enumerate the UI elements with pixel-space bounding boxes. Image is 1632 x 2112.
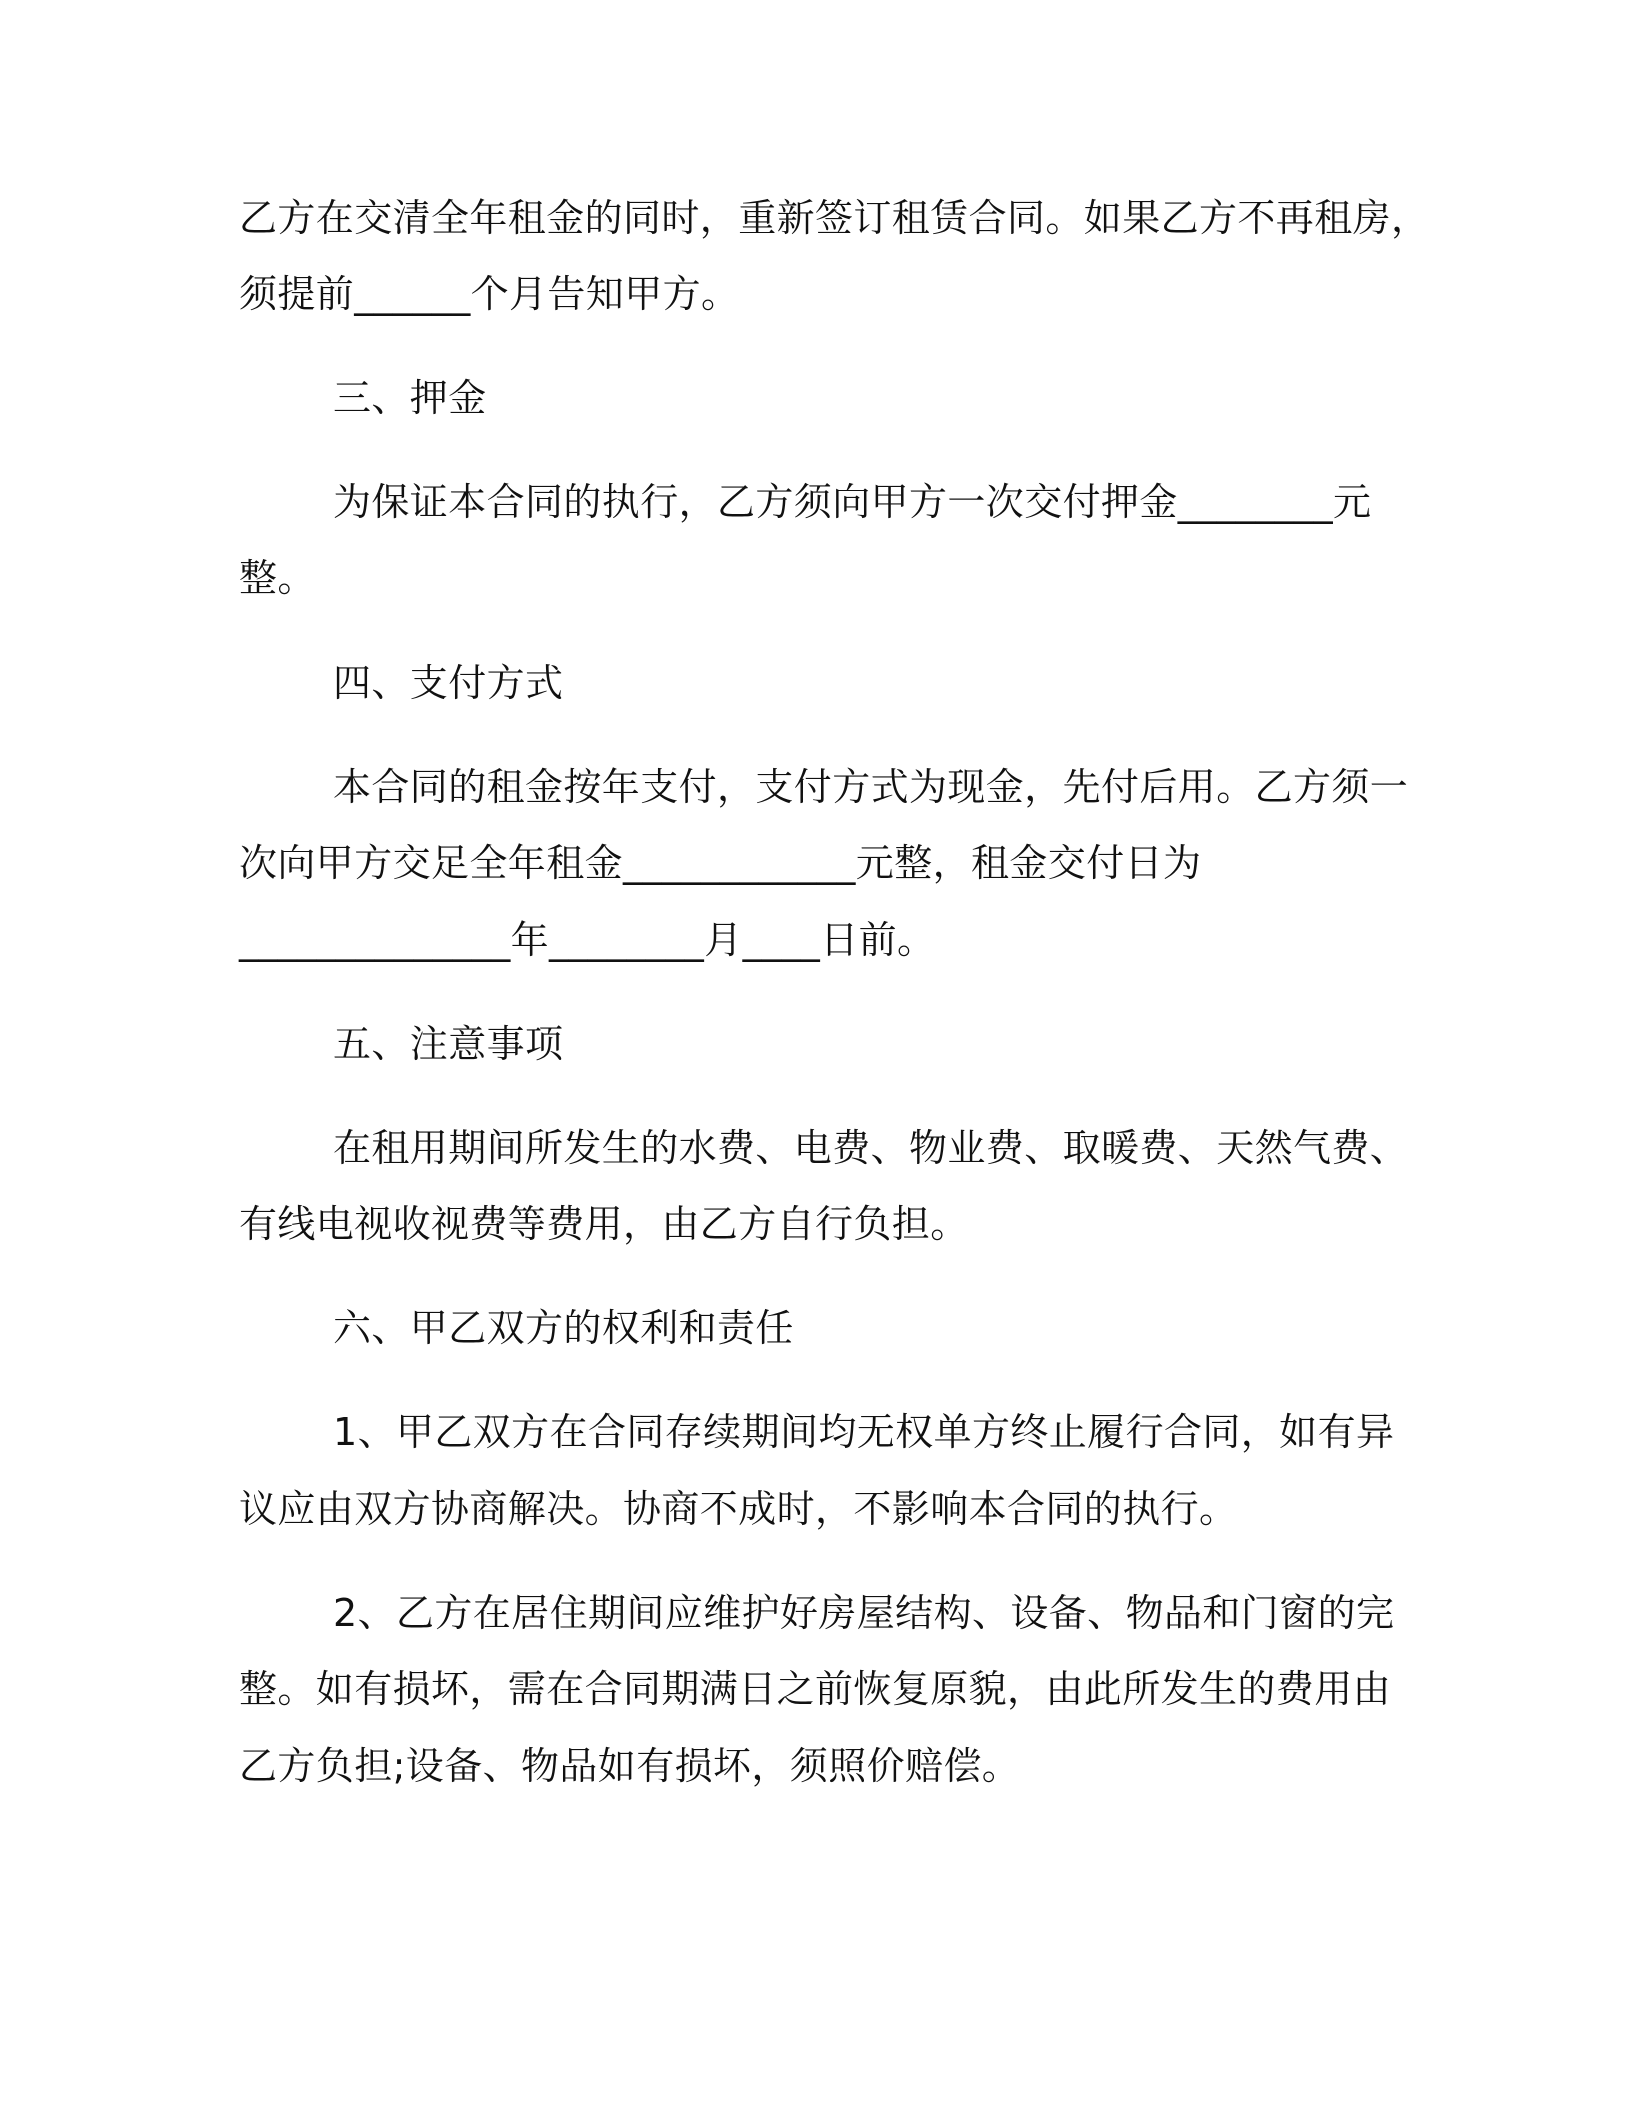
paragraph-line: 须提前______个月告知甲方。	[239, 272, 740, 316]
paragraph-line: ______________年________月____日前。	[239, 918, 936, 962]
paragraph-line: 乙方在交清全年租金的同时，重新签订租赁合同。如果乙方不再租房，	[239, 196, 1430, 240]
paragraph-line: 议应由双方协商解决。协商不成时，不影响本合同的执行。	[239, 1487, 1238, 1531]
paragraph-line: 次向甲方交足全年租金____________元整，租金交付日为	[239, 841, 1202, 885]
paragraph-line: 整。	[239, 556, 316, 600]
paragraph-line: 乙方负担;设备、物品如有损坏，须照价赔偿。	[239, 1744, 1021, 1788]
paragraph-line: 本合同的租金按年支付，支付方式为现金，先付后用。乙方须一	[333, 765, 1409, 809]
paragraph-line: 2、乙方在居住期间应维护好房屋结构、设备、物品和门窗的完	[333, 1591, 1395, 1635]
section-heading-deposit: 三、押金	[333, 376, 487, 420]
paragraph-line: 有线电视收视费等费用，由乙方自行负担。	[239, 1202, 969, 1246]
paragraph-line: 在租用期间所发生的水费、电费、物业费、取暖费、天然气费、	[333, 1126, 1409, 1170]
paragraph-line: 为保证本合同的执行，乙方须向甲方一次交付押金________元	[333, 480, 1372, 524]
paragraph-line: 整。如有损坏，需在合同期满日之前恢复原貌，由此所发生的费用由	[239, 1667, 1392, 1711]
section-heading-notes: 五、注意事项	[333, 1022, 564, 1066]
section-heading-payment: 四、支付方式	[333, 661, 564, 705]
paragraph-line: 1、甲乙双方在合同存续期间均无权单方终止履行合同，如有异	[333, 1410, 1395, 1454]
section-heading-rights: 六、甲乙双方的权利和责任	[333, 1306, 794, 1350]
